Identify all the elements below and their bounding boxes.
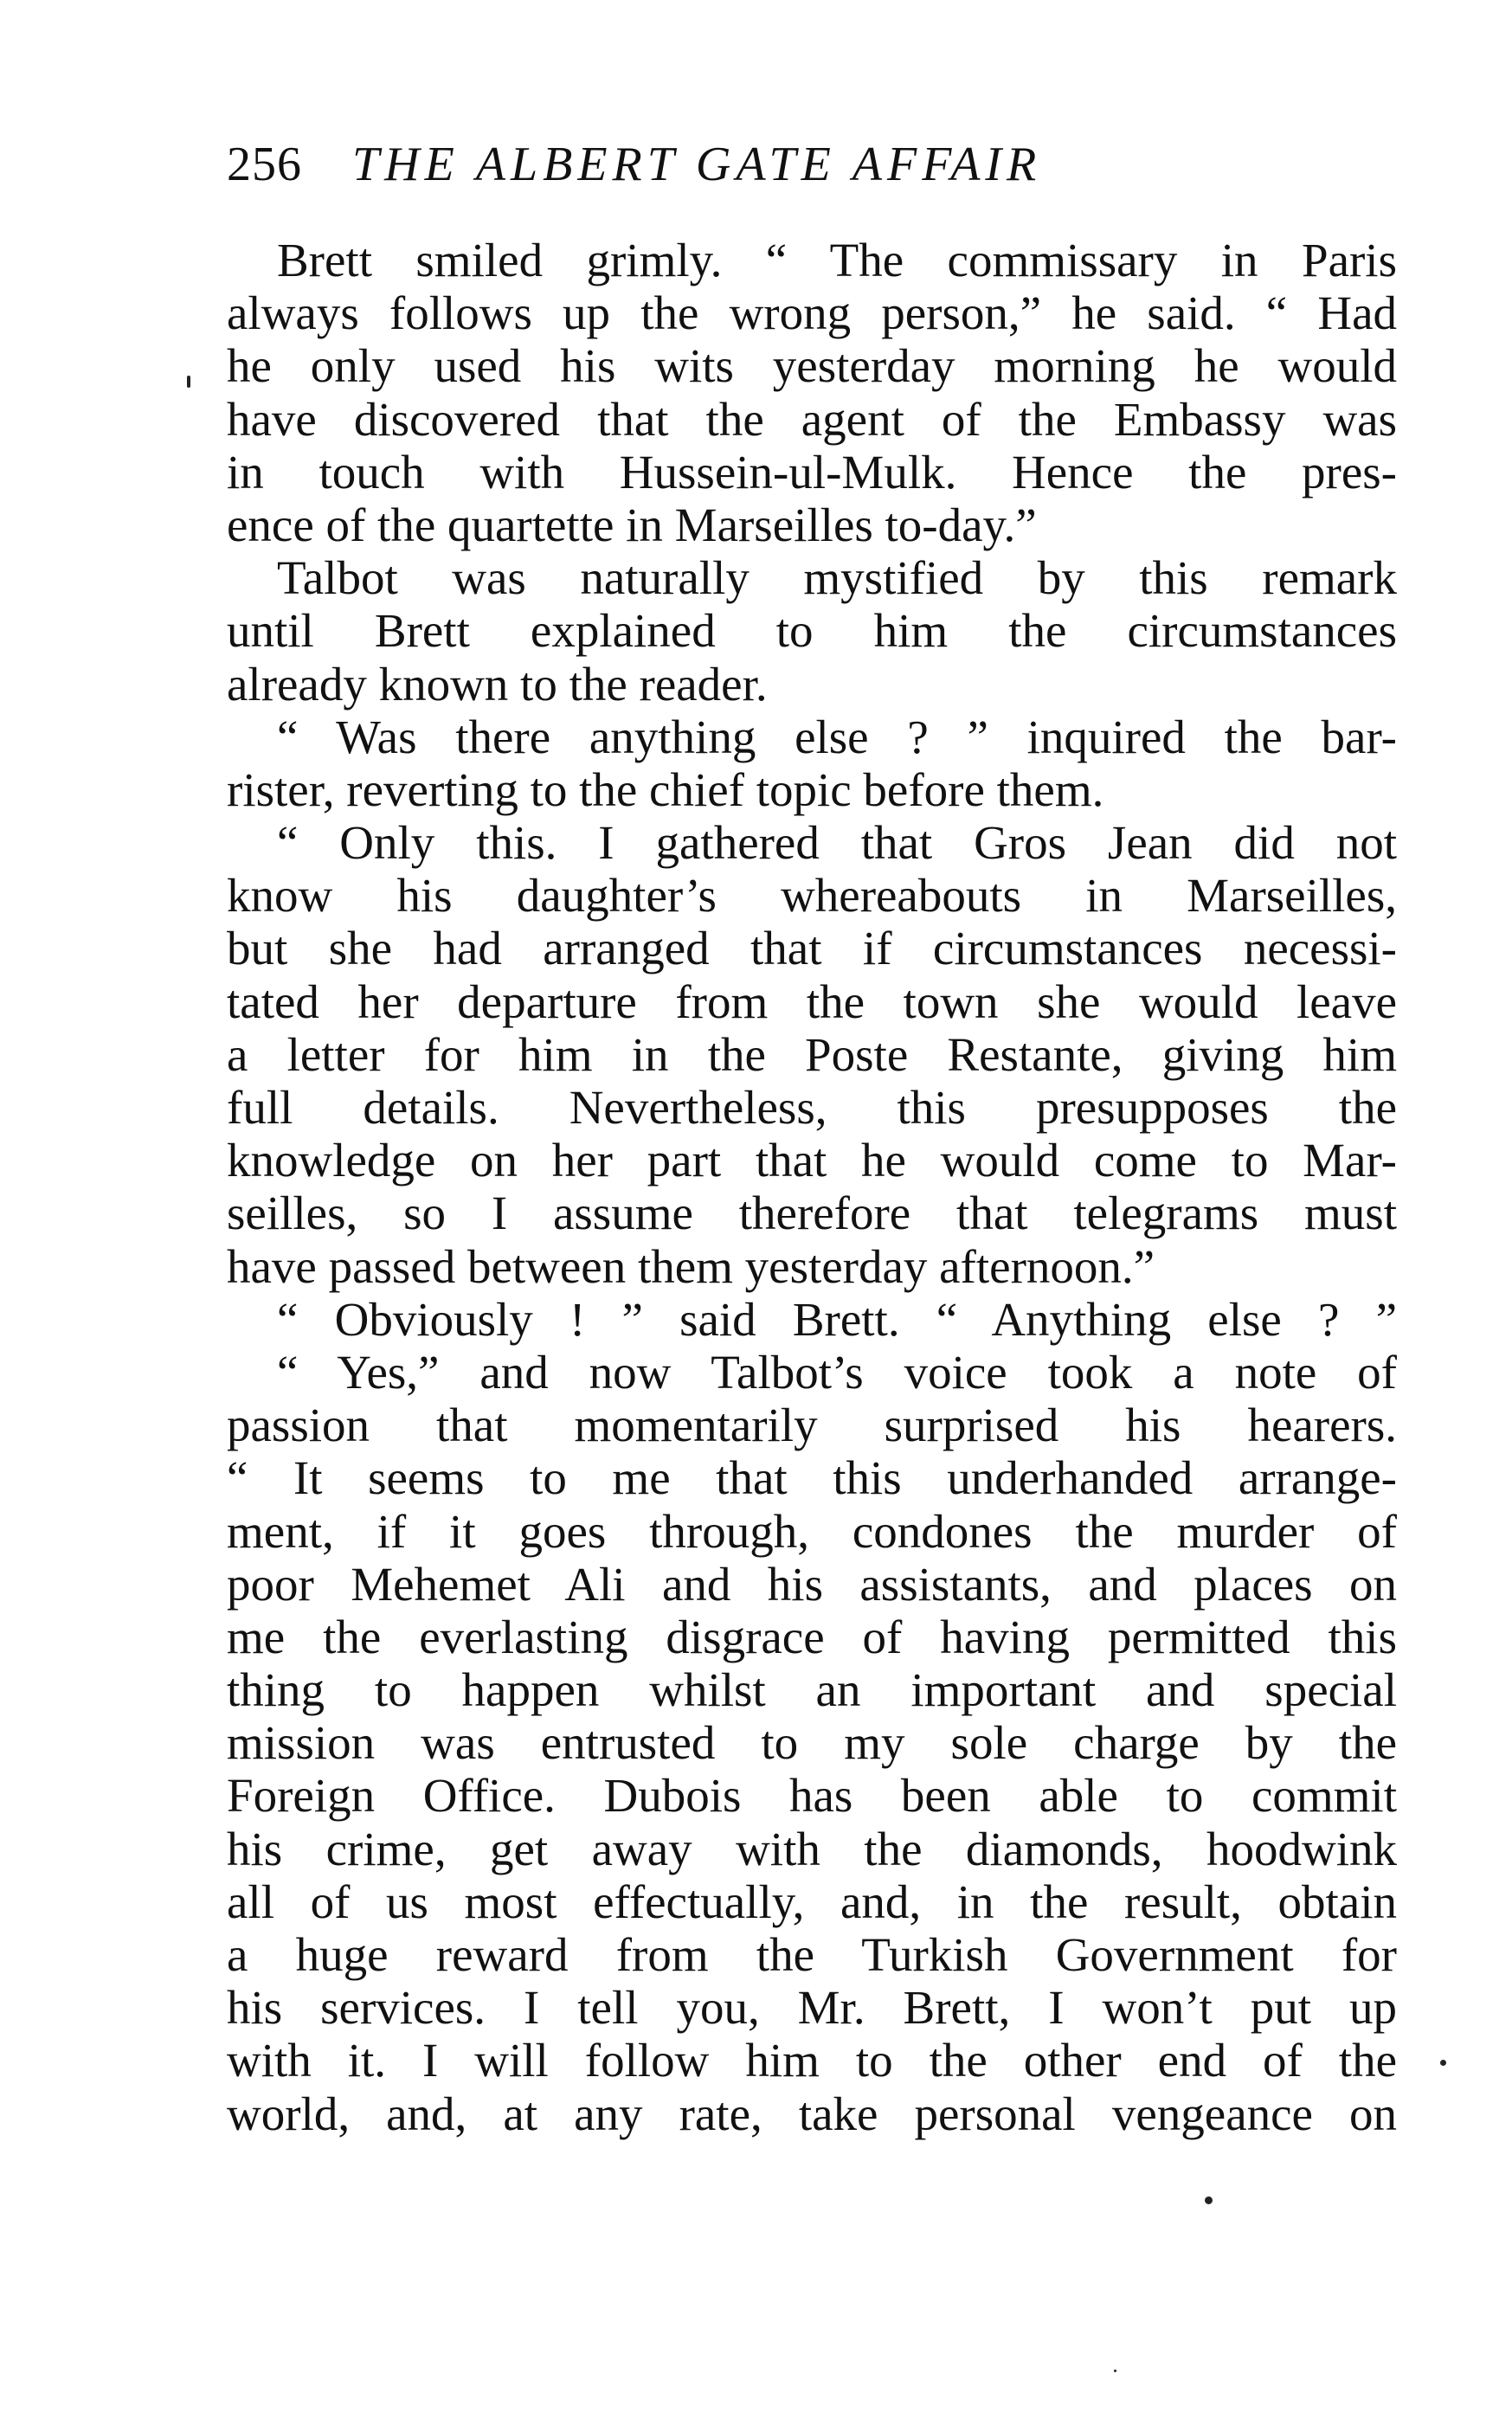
scan-speck [1114, 2370, 1116, 2372]
text-line: “ Only this. I gathered that Gros Jean did not [277, 816, 1397, 870]
text-line: full details. Nevertheless, this presupposes the [227, 1081, 1397, 1134]
text-line: know his daughter’s whereabouts in Marseilles, [227, 869, 1397, 923]
text-line: have passed between them yesterday afternoon.” [227, 1239, 1155, 1293]
text-line: a letter for him in the Poste Restante, giving him [227, 1027, 1397, 1081]
text-line: have discovered that the agent of the Embassy was [227, 392, 1397, 446]
running-title: THE ALBERT GATE AFFAIR [352, 138, 1042, 191]
text-line: he only used his wits yesterday morning he would [227, 339, 1397, 393]
text-line: tated her departure from the town she would leave [227, 974, 1397, 1028]
text-line: “ Obviously ! ” said Brett. “ Anything else ? ” [277, 1292, 1397, 1346]
scan-speck [187, 376, 190, 388]
text-line: his crime, get away with the diamonds, hoodwink [227, 1822, 1397, 1875]
text-line: ment, if it goes through, condones the murder of [227, 1504, 1397, 1558]
text-line: world, and, at any rate, take personal vengeance on [227, 2087, 1397, 2140]
scan-speck [1440, 2060, 1446, 2066]
text-line: in touch with Hussein-ul-Mulk. Hence the pres- [227, 445, 1397, 498]
text-line: his services. I tell you, Mr. Brett, I won’t put up [227, 1981, 1397, 2035]
text-line: always follows up the wrong person,” he said. “ Had [227, 286, 1397, 340]
text-line: Foreign Office. Dubois has been able to commit [227, 1769, 1397, 1823]
text-line: seilles, so I assume therefore that telegrams must [227, 1187, 1397, 1240]
text-line: a huge reward from the Turkish Government for [227, 1928, 1397, 1981]
text-line: all of us most effectually, and, in the result, obtain [227, 1875, 1397, 1928]
text-line: Brett smiled grimly. “ The commissary in Paris [277, 234, 1397, 286]
text-line: me the everlasting disgrace of having permitted this [227, 1610, 1397, 1663]
page-header [227, 130, 1387, 199]
scan-speck [1205, 2196, 1213, 2204]
text-line: “ Was there anything else ? ” inquired the bar- [277, 710, 1397, 763]
text-line: mission was entrusted to my sole charge by the [227, 1716, 1397, 1770]
text-line: passion that momentarily surprised his hearers. [227, 1399, 1397, 1452]
text-line: Talbot was naturally mystified by this remark [277, 551, 1397, 605]
text-line: “ Yes,” and now Talbot’s voice took a note of [277, 1345, 1397, 1399]
page-number: 256 [227, 138, 302, 191]
text-line: thing to happen whilst an important and special [227, 1663, 1397, 1717]
text-line: until Brett explained to him the circumstances [227, 604, 1397, 658]
text-line: but she had arranged that if circumstances necessi- [227, 922, 1397, 975]
text-line: with it. I will follow him to the other end of the [227, 2034, 1397, 2087]
text-line: poor Mehemet Ali and his assistants, and places on [227, 1557, 1397, 1611]
text-line: already known to the reader. [227, 657, 768, 711]
text-line: rister, reverting to the chief topic before them. [227, 762, 1104, 816]
body-text [227, 234, 1397, 2140]
text-line: “ It seems to me that this underhanded arrange- [227, 1451, 1397, 1505]
text-line: knowledge on her part that he would come to Mar- [227, 1134, 1397, 1187]
text-line: ence of the quartette in Marseilles to-day.” [227, 498, 1037, 551]
